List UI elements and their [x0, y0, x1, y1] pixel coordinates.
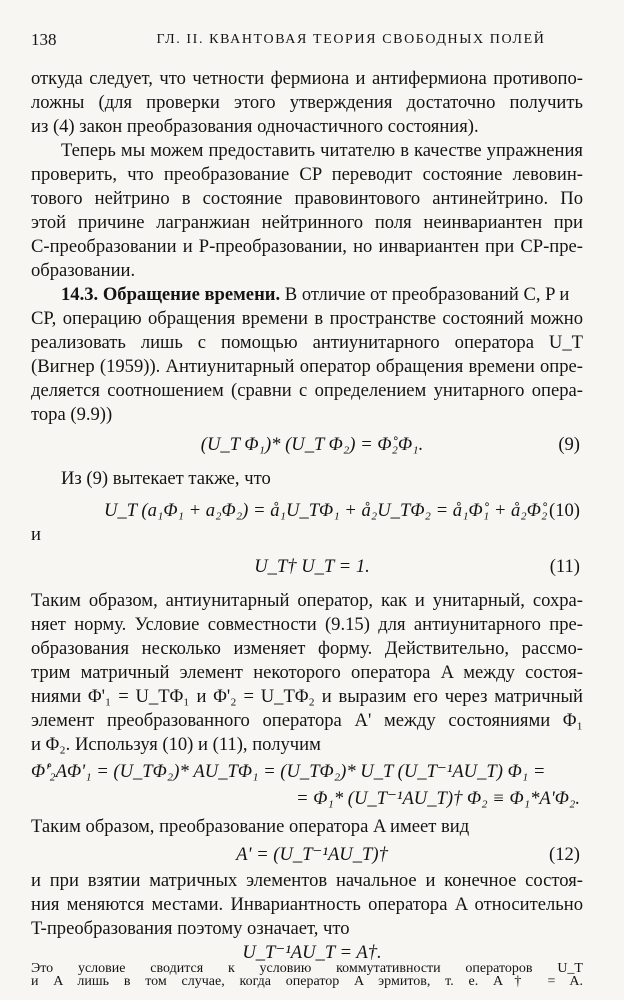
- text-line: C-преобразовании и P-преобразовании, но инвариантен при CP-пре-: [31, 236, 583, 257]
- section-heading: 14.3. Обращение времени.: [61, 284, 281, 305]
- equation-formula: = Φ₁* (U_T⁻¹AU_T)† Φ₂ ≡ Φ₁*A'Φ₂.: [296, 788, 580, 809]
- equation-10: [0, 499, 624, 523]
- text-line: образовании.: [31, 260, 136, 281]
- text-line: В отличие от преобразований C, P и: [280, 284, 570, 305]
- text-line: трим матричный элемент некоторого оператора A между состоя-: [31, 662, 583, 683]
- section-heading-line: [0, 283, 624, 307]
- text-line: ния меняются местами. Инвариантность оператора A относительно: [31, 894, 583, 915]
- text-line: Таким образом, антиунитарный оператор, как и унитарный, сохра-: [31, 590, 583, 611]
- text-line: и A лишь в том случае, когда оператор A эрмитов, т. е. A† = A.: [31, 974, 583, 989]
- text-line: Теперь мы можем предоставить читателю в качестве упражнения: [61, 140, 583, 161]
- equation-formula: (U_T Φ₁)* (U_T Φ₂) = Φ̊₂Φ₁.: [200, 434, 424, 455]
- equation-number: (11): [549, 556, 580, 577]
- equation-12: [0, 843, 624, 867]
- text-line: элемент преобразованного оператора A' между состояниями Φ₁: [31, 710, 583, 731]
- equation-11: [0, 555, 624, 579]
- equation-number: (9): [558, 434, 580, 455]
- equation-formula: Φ̊'₂AΦ'₁ = (U_TΦ₂)* AU_TΦ₁ = (U_TΦ₂)* U_T (U_T⁻¹AU_T) Φ₁ =: [31, 761, 546, 782]
- text-line: CP, операцию обращения времени в пространстве состояний можно: [31, 308, 583, 329]
- equation-long-line-2: [0, 787, 624, 811]
- text-line: (Вигнер (1959)). Антиунитарный оператор обращения времени опре-: [31, 356, 583, 377]
- text-line: Это условие сводится к условию коммутативности операторов U_T: [31, 961, 583, 976]
- equation-number: [563, 987, 580, 993]
- text-line: Таким образом, преобразование оператора A имеет вид: [31, 816, 470, 837]
- text-line: откуда следует, что четности фермиона и антифермиона противопо-: [31, 68, 583, 89]
- text-line: деляется соотношением (сравни с определением унитарного опера-: [31, 380, 583, 401]
- text-line: образования несколько изменяет форму. Действительно, рассмо-: [31, 638, 583, 659]
- running-title: ГЛ. II. КВАНТОВАЯ ТЕОРИЯ СВОБОДНЫХ ПОЛЕЙ: [156, 32, 546, 47]
- text-line: этой причине лагранжиан нейтринного поля неинвариантен при: [31, 212, 583, 233]
- text-line: Из (9) вытекает также, что: [61, 468, 271, 489]
- page-header: [0, 28, 624, 52]
- equation-formula: A' = (U_T⁻¹AU_T)†: [236, 844, 388, 865]
- equation-long-line-1: [0, 760, 624, 784]
- equation-9: [0, 433, 624, 457]
- equation-formula: U_T† U_T = 1.: [254, 556, 370, 577]
- page-number: 138: [31, 30, 57, 49]
- equation-formula: U_T⁻¹AU_T = A†.: [242, 942, 382, 963]
- equation-formula: [31, 987, 316, 993]
- text-line: реализовать лишь с помощью антиунитарного оператора U_T: [31, 332, 583, 353]
- text-line: и: [31, 524, 41, 545]
- equation-number: (10): [549, 500, 580, 521]
- text-line: няет норму. Условие совместности (9.15) для антиунитарного пре-: [31, 614, 583, 635]
- text-line: из (4) закон преобразования одночастичного состояния).: [31, 116, 479, 137]
- equation-formula: U_T (a₁Φ₁ + a₂Φ₂) = å₁U_TΦ₁ + å₂U_TΦ₂ = å₁Φ̊₁ + å₂Φ̊₂: [104, 500, 548, 521]
- text-line: и Φ₂. Используя (10) и (11), получим: [31, 734, 321, 755]
- text-line: тового нейтрино в состояние правовинтового антинейтрино. По: [31, 188, 583, 209]
- text-line: ниями Φ'₁ = U_TΦ₁ и Φ'₂ = U_TΦ₂ и выразим его через матричный: [31, 686, 583, 707]
- text-line: проверить, что преобразование CP переводит состояние левовин-: [31, 164, 583, 185]
- text-line: и при взятии матричных элементов начальное и конечное состоя-: [31, 870, 583, 891]
- text-line: тора (9.9)): [31, 404, 113, 425]
- text-line: ложны (для проверки этого утверждения достаточно получить: [31, 92, 583, 113]
- text-line: T-преобразования поэтому означает, что: [31, 918, 350, 939]
- equation-number: (12): [549, 844, 580, 865]
